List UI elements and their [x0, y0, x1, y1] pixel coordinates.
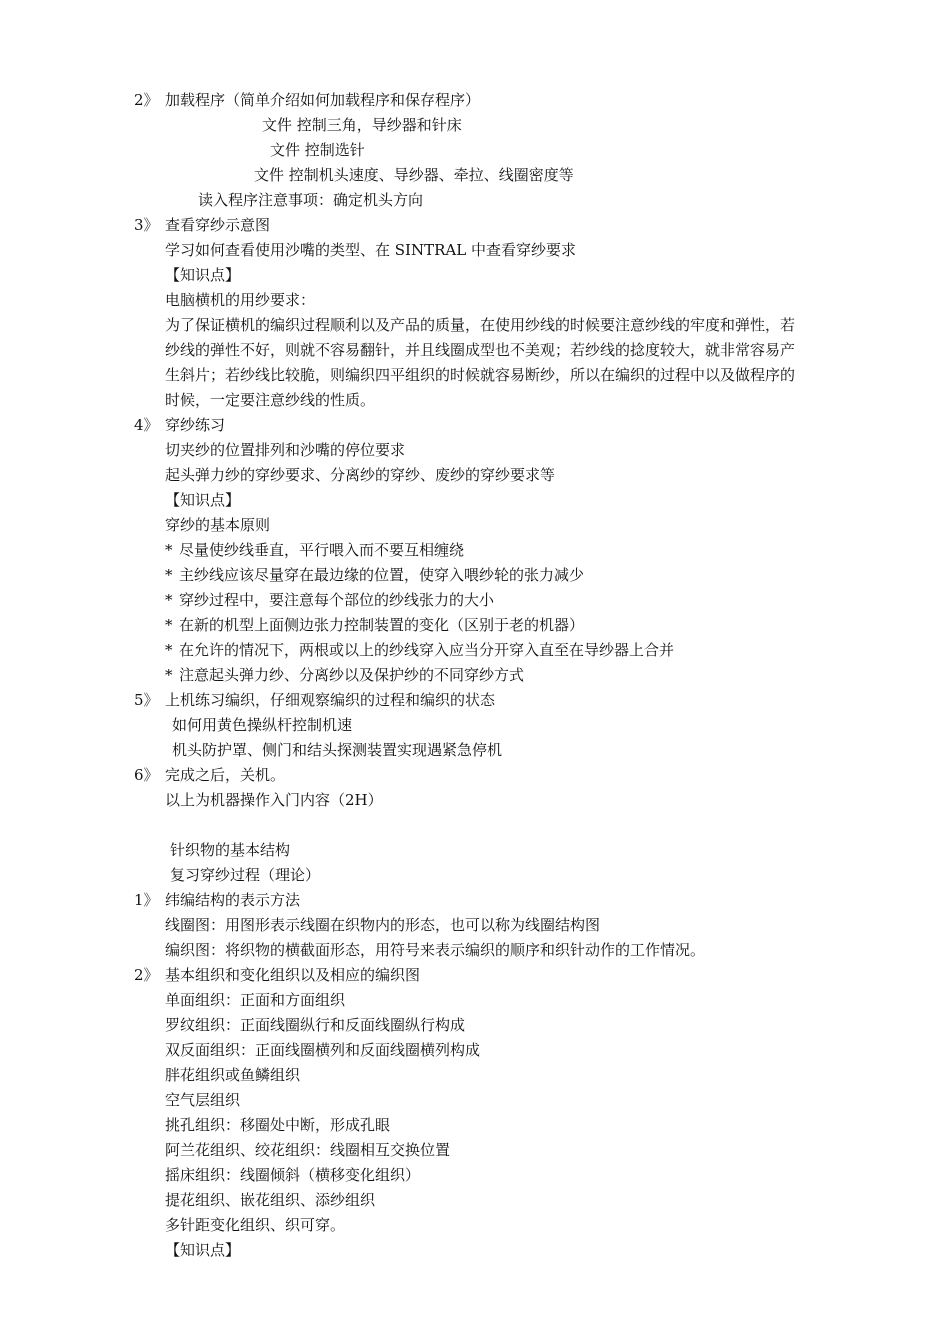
bullet-text: 在新的机型上面侧边张力控制装置的变化（区别于老的机器）	[179, 616, 585, 634]
text-line: 编织图：将织物的横截面形态，用符号来表示编织的顺序和织针动作的工作情况。	[165, 941, 706, 959]
text-line: 胖花组织或鱼鳞组织	[165, 1066, 301, 1084]
text-line: 机头防护罩、侧门和结头探测装置实现遇紧急停机	[172, 741, 503, 759]
bullet-star: *	[165, 591, 173, 609]
text-line: 学习如何查看使用沙嘴的类型、在 SINTRAL 中查看穿纱要求	[165, 241, 576, 259]
text-line: 【知识点】	[165, 1241, 241, 1259]
text-line: 文件 控制机头速度、导纱器、牵拉、线圈密度等	[254, 166, 574, 184]
bullet-star: *	[165, 541, 173, 559]
bullet-text: 注意起头弹力纱、分离纱以及保护纱的不同穿纱方式	[179, 666, 525, 684]
text-line: 文件 控制选针	[270, 141, 365, 159]
text-line: 生斜片；若纱线比较脆，则编织四平组织的时候就容易断纱，所以在编织的过程中以及做程序的	[165, 366, 796, 384]
text-line: 线圈图：用图形表示线圈在织物内的形态，也可以称为线圈结构图	[165, 916, 601, 934]
text-line	[165, 663, 524, 688]
text-line: 查看穿纱示意图	[165, 216, 271, 234]
list-number: 3》	[134, 216, 159, 234]
list-number: 6》	[134, 766, 159, 784]
list-number: 4》	[134, 416, 159, 434]
text-line: 如何用黄色操纵杆控制机速	[172, 716, 353, 734]
text-line	[165, 538, 464, 563]
text-line: 纱线的弹性不好，则就不容易翻针，并且线圈成型也不美观；若纱线的捻度较大，就非常容易产	[165, 341, 796, 359]
text-line: 为了保证横机的编织过程顺利以及产品的质量，在使用纱线的时候要注意纱线的牢度和弹性，若	[165, 316, 796, 334]
list-number: 2》	[134, 966, 159, 984]
text-line	[165, 613, 584, 638]
text-line	[165, 638, 674, 663]
text-line: 提花组织、嵌花组织、添纱组织	[165, 1191, 376, 1209]
bullet-star: *	[165, 666, 173, 684]
list-number: 1》	[134, 891, 159, 909]
text-line: 电脑横机的用纱要求：	[165, 291, 316, 309]
bullet-text: 尽量使纱线垂直，平行喂入而不要互相缠绕	[179, 541, 465, 559]
text-line: 基本组织和变化组织以及相应的编织图	[165, 966, 421, 984]
bullet-star: *	[165, 616, 173, 634]
text-line: 【知识点】	[165, 266, 241, 284]
list-number: 5》	[134, 691, 159, 709]
text-line: 复习穿纱过程（理论）	[170, 866, 321, 884]
text-line: 穿纱的基本原则	[165, 516, 271, 534]
bullet-star: *	[165, 641, 173, 659]
text-line	[165, 563, 584, 588]
text-line: 起头弹力纱的穿纱要求、分离纱的穿纱、废纱的穿纱要求等	[165, 466, 556, 484]
bullet-text: 在允许的情况下，两根或以上的纱线穿入应当分开穿入直至在导纱器上合并	[179, 641, 675, 659]
text-line: 读入程序注意事项：确定机头方向	[198, 191, 424, 209]
text-line: 【知识点】	[165, 491, 241, 509]
text-line: 穿纱练习	[165, 416, 226, 434]
text-line: 加载程序（简单介绍如何加载程序和保存程序）	[165, 91, 481, 109]
text-line: 切夹纱的位置排列和沙嘴的停位要求	[165, 441, 406, 459]
text-line: 摇床组织：线圈倾斜（横移变化组织）	[165, 1166, 421, 1184]
list-number: 2》	[134, 91, 159, 109]
text-line: 完成之后，关机。	[165, 766, 286, 784]
text-line: 上机练习编织，仔细观察编织的过程和编织的状态	[165, 691, 496, 709]
text-line: 多针距变化组织、织可穿。	[165, 1216, 346, 1234]
text-line	[165, 588, 494, 613]
bullet-text: 穿纱过程中，要注意每个部位的纱线张力的大小	[179, 591, 495, 609]
text-line: 单面组织：正面和方面组织	[165, 991, 346, 1009]
text-line: 时候，一定要注意纱线的性质。	[165, 391, 376, 409]
text-line: 阿兰花组织、绞花组织：线圈相互交换位置	[165, 1141, 451, 1159]
text-line: 罗纹组织：正面线圈纵行和反面线圈纵行构成	[165, 1016, 466, 1034]
text-line: 挑孔组织：移圈处中断，形成孔眼	[165, 1116, 391, 1134]
text-line: 以上为机器操作入门内容（2H）	[165, 791, 383, 809]
text-line: 针织物的基本结构	[170, 841, 291, 859]
bullet-star: *	[165, 566, 173, 584]
bullet-text: 主纱线应该尽量穿在最边缘的位置，使穿入喂纱轮的张力减少	[179, 566, 585, 584]
text-line: 空气层组织	[165, 1091, 241, 1109]
text-line: 纬编结构的表示方法	[165, 891, 301, 909]
text-line: 文件 控制三角，导纱器和针床	[262, 116, 462, 134]
text-line: 双反面组织：正面线圈横列和反面线圈横列构成	[165, 1041, 481, 1059]
